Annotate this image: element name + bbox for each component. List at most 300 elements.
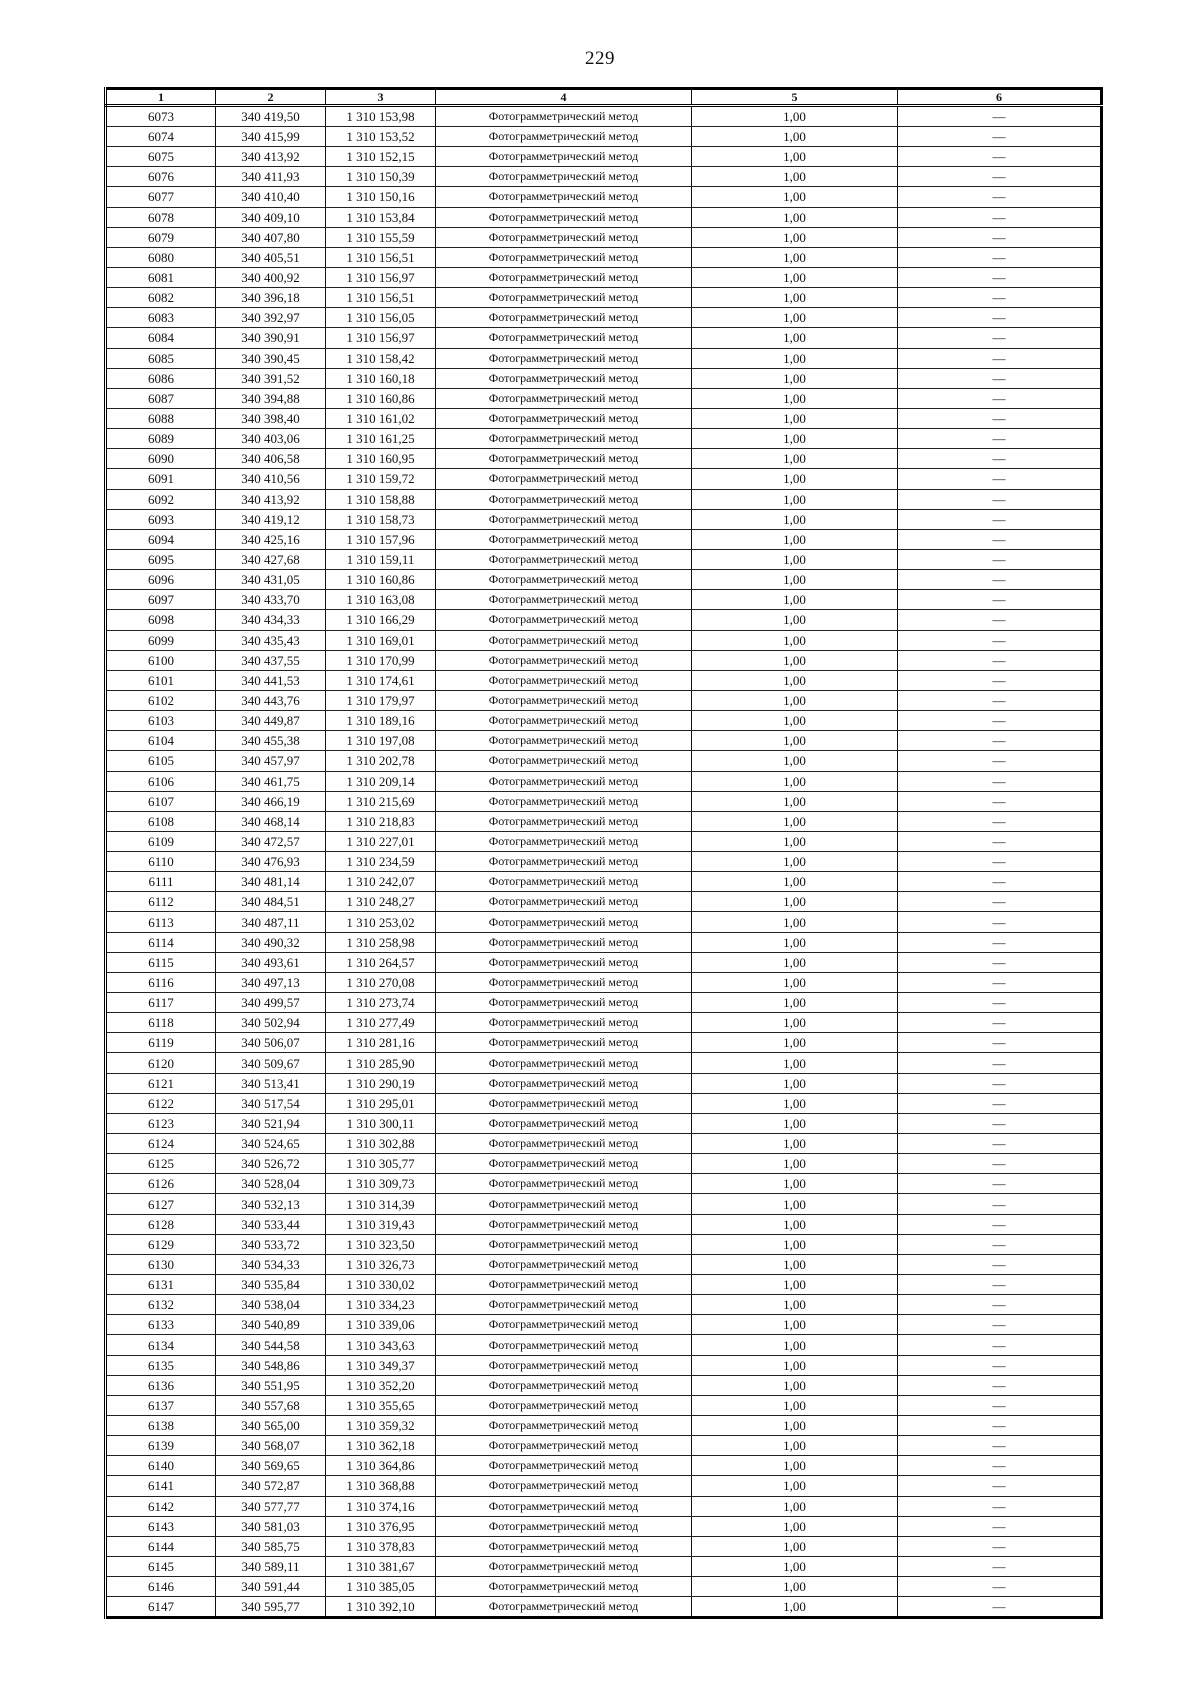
point-number-cell: 6142 — [106, 1496, 216, 1516]
method-cell: Фотограмметрический метод — [436, 1134, 692, 1154]
note-cell: — — [898, 1597, 1102, 1618]
table-row — [106, 972, 1102, 992]
x-coordinate-cell: 340 405,51 — [216, 247, 326, 267]
x-coordinate-cell: 340 535,84 — [216, 1275, 326, 1295]
point-number-cell: 6101 — [106, 670, 216, 690]
y-coordinate-cell: 1 310 339,06 — [326, 1315, 436, 1335]
point-number-cell: 6143 — [106, 1516, 216, 1536]
note-cell: — — [898, 106, 1102, 127]
method-cell: Фотограмметрический метод — [436, 731, 692, 751]
x-coordinate-cell: 340 544,58 — [216, 1335, 326, 1355]
x-coordinate-cell: 340 490,32 — [216, 932, 326, 952]
accuracy-cell: 1,00 — [692, 1395, 898, 1415]
accuracy-cell: 1,00 — [692, 489, 898, 509]
table-row — [106, 952, 1102, 972]
accuracy-cell: 1,00 — [692, 267, 898, 287]
note-cell: — — [898, 1395, 1102, 1415]
table-row — [106, 106, 1102, 127]
x-coordinate-cell: 340 521,94 — [216, 1113, 326, 1133]
note-cell: — — [898, 489, 1102, 509]
table-row — [106, 388, 1102, 408]
method-cell: Фотограмметрический метод — [436, 127, 692, 147]
x-coordinate-cell: 340 484,51 — [216, 892, 326, 912]
accuracy-cell: 1,00 — [692, 993, 898, 1013]
x-coordinate-cell: 340 557,68 — [216, 1395, 326, 1415]
note-cell: — — [898, 227, 1102, 247]
point-number-cell: 6102 — [106, 690, 216, 710]
point-number-cell: 6076 — [106, 167, 216, 187]
x-coordinate-cell: 340 585,75 — [216, 1536, 326, 1556]
x-coordinate-cell: 340 390,45 — [216, 348, 326, 368]
accuracy-cell: 1,00 — [692, 1476, 898, 1496]
point-number-cell: 6119 — [106, 1033, 216, 1053]
x-coordinate-cell: 340 441,53 — [216, 670, 326, 690]
x-coordinate-cell: 340 533,44 — [216, 1214, 326, 1234]
note-cell: — — [898, 288, 1102, 308]
y-coordinate-cell: 1 310 169,01 — [326, 630, 436, 650]
method-cell: Фотограмметрический метод — [436, 1577, 692, 1597]
x-coordinate-cell: 340 513,41 — [216, 1073, 326, 1093]
point-number-cell: 6091 — [106, 469, 216, 489]
y-coordinate-cell: 1 310 158,73 — [326, 509, 436, 529]
accuracy-cell: 1,00 — [692, 852, 898, 872]
x-coordinate-cell: 340 509,67 — [216, 1053, 326, 1073]
point-number-cell: 6074 — [106, 127, 216, 147]
accuracy-cell: 1,00 — [692, 751, 898, 771]
note-cell: — — [898, 1194, 1102, 1214]
method-cell: Фотограмметрический метод — [436, 1053, 692, 1073]
note-cell: — — [898, 831, 1102, 851]
note-cell: — — [898, 147, 1102, 167]
x-coordinate-cell: 340 455,38 — [216, 731, 326, 751]
accuracy-cell: 1,00 — [692, 549, 898, 569]
note-cell: — — [898, 1134, 1102, 1154]
table-row — [106, 408, 1102, 428]
y-coordinate-cell: 1 310 160,86 — [326, 570, 436, 590]
method-cell: Фотограмметрический метод — [436, 288, 692, 308]
table-row — [106, 1275, 1102, 1295]
table-row — [106, 1335, 1102, 1355]
note-cell: — — [898, 1476, 1102, 1496]
accuracy-cell: 1,00 — [692, 1154, 898, 1174]
note-cell: — — [898, 590, 1102, 610]
note-cell: — — [898, 1214, 1102, 1234]
note-cell: — — [898, 852, 1102, 872]
accuracy-cell: 1,00 — [692, 1093, 898, 1113]
point-number-cell: 6126 — [106, 1174, 216, 1194]
table-row — [106, 1214, 1102, 1234]
method-cell: Фотограмметрический метод — [436, 308, 692, 328]
y-coordinate-cell: 1 310 157,96 — [326, 529, 436, 549]
point-number-cell: 6104 — [106, 731, 216, 751]
point-number-cell: 6130 — [106, 1254, 216, 1274]
header-row — [106, 89, 1102, 106]
y-coordinate-cell: 1 310 227,01 — [326, 831, 436, 851]
point-number-cell: 6109 — [106, 831, 216, 851]
method-cell: Фотограмметрический метод — [436, 1154, 692, 1174]
y-coordinate-cell: 1 310 215,69 — [326, 791, 436, 811]
method-cell: Фотограмметрический метод — [436, 791, 692, 811]
accuracy-cell: 1,00 — [692, 1436, 898, 1456]
method-cell: Фотограмметрический метод — [436, 1375, 692, 1395]
table-row — [106, 811, 1102, 831]
header-col-3: 3 — [326, 89, 436, 106]
note-cell: — — [898, 1335, 1102, 1355]
table-row — [106, 892, 1102, 912]
note-cell: — — [898, 570, 1102, 590]
method-cell: Фотограмметрический метод — [436, 972, 692, 992]
point-number-cell: 6112 — [106, 892, 216, 912]
note-cell: — — [898, 529, 1102, 549]
note-cell: — — [898, 1295, 1102, 1315]
method-cell: Фотограмметрический метод — [436, 711, 692, 731]
table-row — [106, 187, 1102, 207]
point-number-cell: 6105 — [106, 751, 216, 771]
accuracy-cell: 1,00 — [692, 610, 898, 630]
y-coordinate-cell: 1 310 150,39 — [326, 167, 436, 187]
accuracy-cell: 1,00 — [692, 388, 898, 408]
accuracy-cell: 1,00 — [692, 650, 898, 670]
point-number-cell: 6121 — [106, 1073, 216, 1093]
y-coordinate-cell: 1 310 153,52 — [326, 127, 436, 147]
table-row — [106, 288, 1102, 308]
x-coordinate-cell: 340 506,07 — [216, 1033, 326, 1053]
accuracy-cell: 1,00 — [692, 1416, 898, 1436]
accuracy-cell: 1,00 — [692, 1194, 898, 1214]
accuracy-cell: 1,00 — [692, 1214, 898, 1234]
y-coordinate-cell: 1 310 170,99 — [326, 650, 436, 670]
table-row — [106, 1295, 1102, 1315]
point-number-cell: 6087 — [106, 388, 216, 408]
y-coordinate-cell: 1 310 323,50 — [326, 1234, 436, 1254]
x-coordinate-cell: 340 472,57 — [216, 831, 326, 851]
note-cell: — — [898, 650, 1102, 670]
method-cell: Фотограмметрический метод — [436, 610, 692, 630]
accuracy-cell: 1,00 — [692, 509, 898, 529]
method-cell: Фотограмметрический метод — [436, 1013, 692, 1033]
table-row — [106, 1536, 1102, 1556]
point-number-cell: 6114 — [106, 932, 216, 952]
accuracy-cell: 1,00 — [692, 127, 898, 147]
x-coordinate-cell: 340 466,19 — [216, 791, 326, 811]
x-coordinate-cell: 340 410,40 — [216, 187, 326, 207]
header-col-2: 2 — [216, 89, 326, 106]
accuracy-cell: 1,00 — [692, 771, 898, 791]
x-coordinate-cell: 340 572,87 — [216, 1476, 326, 1496]
note-cell: — — [898, 368, 1102, 388]
y-coordinate-cell: 1 310 378,83 — [326, 1536, 436, 1556]
point-number-cell: 6079 — [106, 227, 216, 247]
accuracy-cell: 1,00 — [692, 247, 898, 267]
note-cell: — — [898, 1154, 1102, 1174]
method-cell: Фотограмметрический метод — [436, 1516, 692, 1536]
point-number-cell: 6129 — [106, 1234, 216, 1254]
accuracy-cell: 1,00 — [692, 711, 898, 731]
note-cell: — — [898, 207, 1102, 227]
table-row — [106, 1154, 1102, 1174]
page-number: 229 — [585, 48, 615, 69]
table-row — [106, 1033, 1102, 1053]
x-coordinate-cell: 340 398,40 — [216, 408, 326, 428]
point-number-cell: 6096 — [106, 570, 216, 590]
table-row — [106, 1134, 1102, 1154]
y-coordinate-cell: 1 310 161,25 — [326, 429, 436, 449]
table-row — [106, 1476, 1102, 1496]
method-cell: Фотограмметрический метод — [436, 408, 692, 428]
point-number-cell: 6078 — [106, 207, 216, 227]
table-row — [106, 1234, 1102, 1254]
x-coordinate-cell: 340 595,77 — [216, 1597, 326, 1618]
x-coordinate-cell: 340 443,76 — [216, 690, 326, 710]
accuracy-cell: 1,00 — [692, 207, 898, 227]
method-cell: Фотограмметрический метод — [436, 852, 692, 872]
note-cell: — — [898, 408, 1102, 428]
accuracy-cell: 1,00 — [692, 1295, 898, 1315]
method-cell: Фотограмметрический метод — [436, 1174, 692, 1194]
y-coordinate-cell: 1 310 174,61 — [326, 670, 436, 690]
table-row — [106, 1073, 1102, 1093]
note-cell: — — [898, 670, 1102, 690]
method-cell: Фотограмметрический метод — [436, 388, 692, 408]
accuracy-cell: 1,00 — [692, 1234, 898, 1254]
x-coordinate-cell: 340 540,89 — [216, 1315, 326, 1335]
point-number-cell: 6097 — [106, 590, 216, 610]
point-number-cell: 6122 — [106, 1093, 216, 1113]
point-number-cell: 6128 — [106, 1214, 216, 1234]
point-number-cell: 6083 — [106, 308, 216, 328]
point-number-cell: 6124 — [106, 1134, 216, 1154]
note-cell: — — [898, 1113, 1102, 1133]
y-coordinate-cell: 1 310 355,65 — [326, 1395, 436, 1415]
x-coordinate-cell: 340 407,80 — [216, 227, 326, 247]
x-coordinate-cell: 340 413,92 — [216, 147, 326, 167]
table-row — [106, 267, 1102, 287]
accuracy-cell: 1,00 — [692, 570, 898, 590]
y-coordinate-cell: 1 310 314,39 — [326, 1194, 436, 1214]
accuracy-cell: 1,00 — [692, 529, 898, 549]
method-cell: Фотограмметрический метод — [436, 1093, 692, 1113]
note-cell: — — [898, 771, 1102, 791]
y-coordinate-cell: 1 310 209,14 — [326, 771, 436, 791]
point-number-cell: 6135 — [106, 1355, 216, 1375]
note-cell: — — [898, 388, 1102, 408]
accuracy-cell: 1,00 — [692, 1556, 898, 1576]
table-row — [106, 127, 1102, 147]
point-number-cell: 6093 — [106, 509, 216, 529]
accuracy-cell: 1,00 — [692, 1254, 898, 1274]
accuracy-cell: 1,00 — [692, 1053, 898, 1073]
point-number-cell: 6144 — [106, 1536, 216, 1556]
point-number-cell: 6103 — [106, 711, 216, 731]
note-cell: — — [898, 892, 1102, 912]
y-coordinate-cell: 1 310 334,23 — [326, 1295, 436, 1315]
accuracy-cell: 1,00 — [692, 1355, 898, 1375]
x-coordinate-cell: 340 419,12 — [216, 509, 326, 529]
x-coordinate-cell: 340 476,93 — [216, 852, 326, 872]
x-coordinate-cell: 340 413,92 — [216, 489, 326, 509]
method-cell: Фотограмметрический метод — [436, 570, 692, 590]
method-cell: Фотограмметрический метод — [436, 267, 692, 287]
y-coordinate-cell: 1 310 156,51 — [326, 247, 436, 267]
note-cell: — — [898, 328, 1102, 348]
note-cell: — — [898, 549, 1102, 569]
accuracy-cell: 1,00 — [692, 1275, 898, 1295]
y-coordinate-cell: 1 310 158,88 — [326, 489, 436, 509]
y-coordinate-cell: 1 310 285,90 — [326, 1053, 436, 1073]
accuracy-cell: 1,00 — [692, 932, 898, 952]
y-coordinate-cell: 1 310 281,16 — [326, 1033, 436, 1053]
note-cell: — — [898, 1275, 1102, 1295]
point-number-cell: 6075 — [106, 147, 216, 167]
note-cell: — — [898, 1073, 1102, 1093]
point-number-cell: 6115 — [106, 952, 216, 972]
y-coordinate-cell: 1 310 376,95 — [326, 1516, 436, 1536]
table-row — [106, 872, 1102, 892]
y-coordinate-cell: 1 310 159,72 — [326, 469, 436, 489]
y-coordinate-cell: 1 310 160,95 — [326, 449, 436, 469]
accuracy-cell: 1,00 — [692, 328, 898, 348]
method-cell: Фотограмметрический метод — [436, 993, 692, 1013]
point-number-cell: 6146 — [106, 1577, 216, 1597]
method-cell: Фотограмметрический метод — [436, 892, 692, 912]
x-coordinate-cell: 340 502,94 — [216, 1013, 326, 1033]
point-number-cell: 6137 — [106, 1395, 216, 1415]
x-coordinate-cell: 340 468,14 — [216, 811, 326, 831]
accuracy-cell: 1,00 — [692, 731, 898, 751]
x-coordinate-cell: 340 569,65 — [216, 1456, 326, 1476]
point-number-cell: 6098 — [106, 610, 216, 630]
method-cell: Фотограмметрический метод — [436, 1436, 692, 1456]
point-number-cell: 6127 — [106, 1194, 216, 1214]
note-cell: — — [898, 1053, 1102, 1073]
note-cell: — — [898, 1416, 1102, 1436]
note-cell: — — [898, 1355, 1102, 1375]
x-coordinate-cell: 340 437,55 — [216, 650, 326, 670]
note-cell: — — [898, 972, 1102, 992]
y-coordinate-cell: 1 310 153,98 — [326, 106, 436, 127]
point-number-cell: 6117 — [106, 993, 216, 1013]
method-cell: Фотограмметрический метод — [436, 1315, 692, 1335]
x-coordinate-cell: 340 425,16 — [216, 529, 326, 549]
accuracy-cell: 1,00 — [692, 1113, 898, 1133]
point-number-cell: 6147 — [106, 1597, 216, 1618]
method-cell: Фотограмметрический метод — [436, 429, 692, 449]
method-cell: Фотограмметрический метод — [436, 1113, 692, 1133]
x-coordinate-cell: 340 433,70 — [216, 590, 326, 610]
accuracy-cell: 1,00 — [692, 408, 898, 428]
point-number-cell: 6081 — [106, 267, 216, 287]
table-row — [106, 1436, 1102, 1456]
method-cell: Фотограмметрический метод — [436, 1295, 692, 1315]
note-cell: — — [898, 731, 1102, 751]
table-row — [106, 489, 1102, 509]
point-number-cell: 6099 — [106, 630, 216, 650]
note-cell: — — [898, 872, 1102, 892]
accuracy-cell: 1,00 — [692, 449, 898, 469]
y-coordinate-cell: 1 310 156,97 — [326, 267, 436, 287]
x-coordinate-cell: 340 591,44 — [216, 1577, 326, 1597]
method-cell: Фотограмметрический метод — [436, 187, 692, 207]
y-coordinate-cell: 1 310 189,16 — [326, 711, 436, 731]
table-row — [106, 771, 1102, 791]
note-cell: — — [898, 267, 1102, 287]
note-cell: — — [898, 912, 1102, 932]
point-number-cell: 6140 — [106, 1456, 216, 1476]
x-coordinate-cell: 340 415,99 — [216, 127, 326, 147]
table-row — [106, 670, 1102, 690]
note-cell: — — [898, 1577, 1102, 1597]
note-cell: — — [898, 1516, 1102, 1536]
point-number-cell: 6084 — [106, 328, 216, 348]
table-row — [106, 1053, 1102, 1073]
x-coordinate-cell: 340 565,00 — [216, 1416, 326, 1436]
method-cell: Фотограмметрический метод — [436, 670, 692, 690]
method-cell: Фотограмметрический метод — [436, 952, 692, 972]
header-col-5: 5 — [692, 89, 898, 106]
accuracy-cell: 1,00 — [692, 106, 898, 127]
x-coordinate-cell: 340 497,13 — [216, 972, 326, 992]
x-coordinate-cell: 340 526,72 — [216, 1154, 326, 1174]
x-coordinate-cell: 340 391,52 — [216, 368, 326, 388]
note-cell: — — [898, 993, 1102, 1013]
y-coordinate-cell: 1 310 158,42 — [326, 348, 436, 368]
y-coordinate-cell: 1 310 326,73 — [326, 1254, 436, 1274]
method-cell: Фотограмметрический метод — [436, 1355, 692, 1375]
method-cell: Фотограмметрический метод — [436, 1214, 692, 1234]
method-cell: Фотограмметрический метод — [436, 912, 692, 932]
note-cell: — — [898, 1013, 1102, 1033]
x-coordinate-cell: 340 534,33 — [216, 1254, 326, 1274]
note-cell: — — [898, 348, 1102, 368]
table-row — [106, 429, 1102, 449]
x-coordinate-cell: 340 411,93 — [216, 167, 326, 187]
y-coordinate-cell: 1 310 270,08 — [326, 972, 436, 992]
y-coordinate-cell: 1 310 352,20 — [326, 1375, 436, 1395]
y-coordinate-cell: 1 310 218,83 — [326, 811, 436, 831]
table-row — [106, 1456, 1102, 1476]
accuracy-cell: 1,00 — [692, 872, 898, 892]
method-cell: Фотограмметрический метод — [436, 106, 692, 127]
y-coordinate-cell: 1 310 385,05 — [326, 1577, 436, 1597]
point-number-cell: 6100 — [106, 650, 216, 670]
y-coordinate-cell: 1 310 258,98 — [326, 932, 436, 952]
point-number-cell: 6082 — [106, 288, 216, 308]
table-row — [106, 690, 1102, 710]
accuracy-cell: 1,00 — [692, 1134, 898, 1154]
point-number-cell: 6080 — [106, 247, 216, 267]
note-cell: — — [898, 690, 1102, 710]
method-cell: Фотограмметрический метод — [436, 247, 692, 267]
accuracy-cell: 1,00 — [692, 811, 898, 831]
x-coordinate-cell: 340 589,11 — [216, 1556, 326, 1576]
accuracy-cell: 1,00 — [692, 912, 898, 932]
accuracy-cell: 1,00 — [692, 1174, 898, 1194]
table-row — [106, 1113, 1102, 1133]
method-cell: Фотограмметрический метод — [436, 348, 692, 368]
point-number-cell: 6120 — [106, 1053, 216, 1073]
y-coordinate-cell: 1 310 309,73 — [326, 1174, 436, 1194]
table-row — [106, 912, 1102, 932]
method-cell: Фотограмметрический метод — [436, 1536, 692, 1556]
note-cell: — — [898, 932, 1102, 952]
x-coordinate-cell: 340 538,04 — [216, 1295, 326, 1315]
table-row — [106, 1013, 1102, 1033]
y-coordinate-cell: 1 310 248,27 — [326, 892, 436, 912]
accuracy-cell: 1,00 — [692, 288, 898, 308]
x-coordinate-cell: 340 392,97 — [216, 308, 326, 328]
x-coordinate-cell: 340 406,58 — [216, 449, 326, 469]
accuracy-cell: 1,00 — [692, 1516, 898, 1536]
